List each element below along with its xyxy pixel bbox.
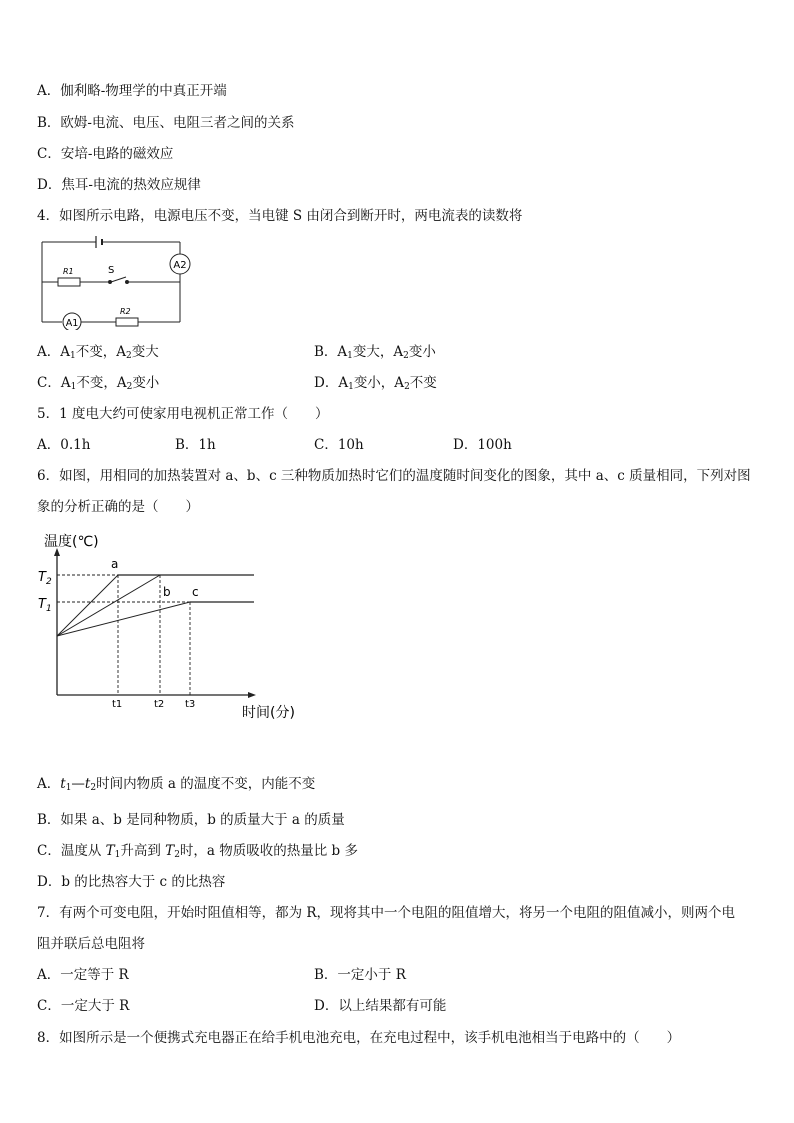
q5-stem: 5．1 度电大约可使家用电视机正常工作（ ） <box>37 406 329 422</box>
q4-stem: 4．如图所示电路，电源电压不变，当电键 S 由闭合到断开时，两电流表的读数将 <box>37 208 523 224</box>
q5-option-b: B．1h <box>175 437 216 453</box>
r1-label: R1 <box>63 267 74 276</box>
q7-stem-line2: 阻并联后总电阻将 <box>37 936 145 952</box>
q6-option-b: B．如果 a、b 是同种物质，b 的质量大于 a 的质量 <box>37 812 345 828</box>
x-axis-label: 时间(分) <box>242 705 295 721</box>
q3-option-b: B．欧姆-电流、电压、电阻三者之间的关系 <box>37 115 295 131</box>
t2-tick-label: $T_2$ <box>38 570 52 587</box>
q3-option-c: C．安培-电路的磁效应 <box>37 146 174 162</box>
t3-time-label: t3 <box>185 699 196 710</box>
q7-option-d: D．以上结果都有可能 <box>314 998 447 1014</box>
q4-circuit-diagram <box>36 232 196 330</box>
y-axis-label: 温度(℃) <box>44 534 99 550</box>
t1-time-label: t1 <box>112 699 123 710</box>
q6-option-c: C．温度从 $T_1$升高到 $T_2$时，a 物质吸收的热量比 b 多 <box>37 843 358 860</box>
label-c: c <box>192 585 199 599</box>
q7-stem-line1: 7．有两个可变电阻，开始时阻值相等，都为 R，现将其中一个电阻的阻值增大，将另一个电阻的阻值减小，则两个电 <box>37 905 736 921</box>
label-b: b <box>163 585 171 599</box>
q7-option-c: C．一定大于 R <box>37 998 130 1014</box>
a1-label: A1 <box>65 318 79 329</box>
q6-temperature-graph <box>30 526 320 726</box>
q4-option-b: B．$A_1$变大，$A_2$变小 <box>314 344 436 361</box>
label-a: a <box>111 557 119 571</box>
t1-tick-label: $T_1$ <box>38 597 52 614</box>
q6-stem-line1: 6．如图，用相同的加热装置对 a、b、c 三种物质加热时它们的温度随时间变化的图象，其中 a、c 质量相同，下列对图 <box>37 468 751 484</box>
q6-option-a: A．$t_1—t_2$时间内物质 a 的温度不变，内能不变 <box>37 776 316 793</box>
q6-stem-line2: 象的分析正确的是（ ） <box>37 499 199 515</box>
q7-option-b: B．一定小于 R <box>314 967 406 983</box>
q7-option-a: A．一定等于 R <box>37 967 129 983</box>
switch-label: S <box>108 265 115 276</box>
r2-label: R2 <box>120 307 131 316</box>
t2-time-label: t2 <box>154 699 165 710</box>
q6-option-d: D．b 的比热容大于 c 的比热容 <box>37 874 226 890</box>
q4-option-d: D．$A_1$变小，$A_2$不变 <box>314 375 437 392</box>
q8-stem: 8．如图所示是一个便携式充电器正在给手机电池充电，在充电过程中，该手机电池相当于电路中的（ ） <box>37 1030 681 1046</box>
q5-option-c: C．10h <box>314 437 364 453</box>
q5-option-d: D．100h <box>453 437 512 453</box>
q4-option-a: A．$A_1$不变，$A_2$变大 <box>37 344 159 361</box>
q4-option-c: C．$A_1$不变，$A_2$变小 <box>37 375 160 392</box>
q5-option-a: A．0.1h <box>37 437 91 453</box>
a2-label: A2 <box>173 260 187 271</box>
q3-option-a: A．伽利略-物理学的中真正开端 <box>37 83 227 99</box>
q3-option-d: D．焦耳-电流的热效应规律 <box>37 177 201 193</box>
